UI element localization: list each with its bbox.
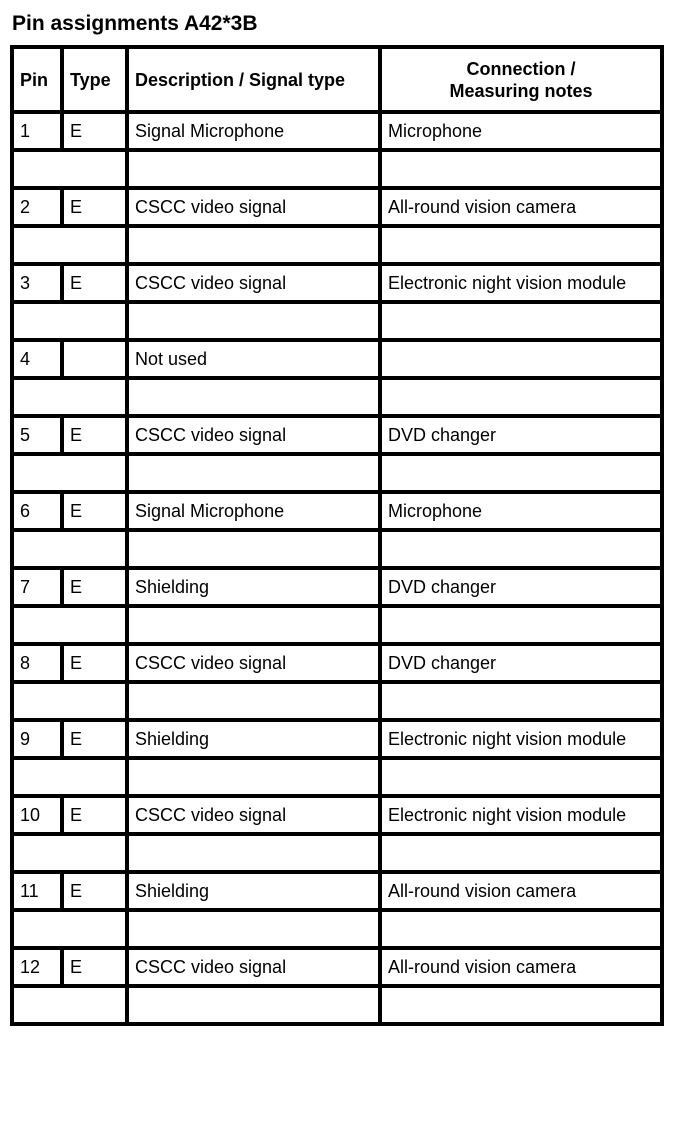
cell-connection: Microphone: [380, 112, 662, 150]
cell-type: [62, 340, 127, 378]
spacer-row: [12, 986, 662, 1024]
header-connection-line2: Measuring notes: [449, 80, 593, 101]
spacer-row: [12, 682, 662, 720]
cell-pin: 3: [12, 264, 62, 302]
spacer-cell-description: [127, 606, 380, 644]
table-row: [12, 112, 662, 150]
cell-description: CSCC video signal: [127, 948, 380, 986]
cell-pin: 8: [12, 644, 62, 682]
table-row: [12, 568, 662, 606]
cell-type: E: [62, 264, 127, 302]
spacer-cell-connection: [380, 986, 662, 1024]
cell-connection: Electronic night vision module: [380, 264, 662, 302]
header-connection: [380, 47, 662, 112]
cell-pin: 4: [12, 340, 62, 378]
cell-type: E: [62, 796, 127, 834]
spacer-row: [12, 606, 662, 644]
spacer-cell-description: [127, 378, 380, 416]
table-row: [12, 948, 662, 986]
cell-pin: 6: [12, 492, 62, 530]
spacer-cell-description: [127, 302, 380, 340]
spacer-cell-pin-type: [12, 758, 127, 796]
table-row: [12, 264, 662, 302]
cell-pin: 5: [12, 416, 62, 454]
spacer-cell-description: [127, 454, 380, 492]
table-row: [12, 872, 662, 910]
cell-connection: Electronic night vision module: [380, 796, 662, 834]
cell-description: Shielding: [127, 568, 380, 606]
cell-description: CSCC video signal: [127, 188, 380, 226]
spacer-cell-pin-type: [12, 150, 127, 188]
cell-connection: Electronic night vision module: [380, 720, 662, 758]
spacer-cell-connection: [380, 834, 662, 872]
header-pin: Pin: [12, 47, 62, 112]
cell-connection: DVD changer: [380, 416, 662, 454]
cell-pin: 7: [12, 568, 62, 606]
spacer-cell-description: [127, 150, 380, 188]
cell-type: E: [62, 872, 127, 910]
cell-connection: [380, 340, 662, 378]
header-row: [12, 47, 662, 112]
spacer-row: [12, 302, 662, 340]
spacer-row: [12, 758, 662, 796]
cell-description: CSCC video signal: [127, 264, 380, 302]
spacer-cell-pin-type: [12, 682, 127, 720]
header-type: Type: [62, 47, 127, 112]
table-row: [12, 796, 662, 834]
cell-description: CSCC video signal: [127, 796, 380, 834]
cell-description: Signal Microphone: [127, 492, 380, 530]
cell-pin: 2: [12, 188, 62, 226]
cell-pin: 10: [12, 796, 62, 834]
spacer-cell-connection: [380, 606, 662, 644]
cell-description: CSCC video signal: [127, 416, 380, 454]
cell-description: Shielding: [127, 872, 380, 910]
table-body: [12, 112, 662, 1024]
spacer-cell-description: [127, 682, 380, 720]
table-row: [12, 720, 662, 758]
cell-type: E: [62, 492, 127, 530]
cell-type: E: [62, 644, 127, 682]
spacer-cell-pin-type: [12, 606, 127, 644]
cell-description: Not used: [127, 340, 380, 378]
table-row: [12, 644, 662, 682]
spacer-cell-connection: [380, 910, 662, 948]
spacer-row: [12, 910, 662, 948]
cell-type: E: [62, 416, 127, 454]
pin-assignment-table: [10, 45, 664, 1026]
table-row: [12, 492, 662, 530]
cell-pin: 11: [12, 872, 62, 910]
spacer-cell-pin-type: [12, 226, 127, 264]
spacer-cell-connection: [380, 378, 662, 416]
cell-connection: All-round vision camera: [380, 872, 662, 910]
spacer-cell-description: [127, 834, 380, 872]
table-row: [12, 340, 662, 378]
spacer-cell-connection: [380, 758, 662, 796]
spacer-cell-connection: [380, 302, 662, 340]
spacer-row: [12, 226, 662, 264]
spacer-cell-pin-type: [12, 378, 127, 416]
table-row: [12, 188, 662, 226]
spacer-row: [12, 454, 662, 492]
spacer-cell-connection: [380, 150, 662, 188]
spacer-row: [12, 378, 662, 416]
cell-pin: 9: [12, 720, 62, 758]
spacer-cell-description: [127, 910, 380, 948]
cell-type: E: [62, 568, 127, 606]
spacer-cell-pin-type: [12, 302, 127, 340]
spacer-cell-description: [127, 758, 380, 796]
cell-description: CSCC video signal: [127, 644, 380, 682]
spacer-cell-pin-type: [12, 834, 127, 872]
spacer-cell-pin-type: [12, 530, 127, 568]
header-connection-line1: Connection /: [466, 58, 576, 79]
cell-description: Signal Microphone: [127, 112, 380, 150]
cell-pin: 1: [12, 112, 62, 150]
cell-description: Shielding: [127, 720, 380, 758]
spacer-cell-pin-type: [12, 454, 127, 492]
cell-connection: DVD changer: [380, 644, 662, 682]
spacer-cell-pin-type: [12, 986, 127, 1024]
spacer-cell-connection: [380, 226, 662, 264]
cell-connection: Microphone: [380, 492, 662, 530]
spacer-row: [12, 834, 662, 872]
spacer-cell-pin-type: [12, 910, 127, 948]
spacer-cell-connection: [380, 454, 662, 492]
cell-connection: DVD changer: [380, 568, 662, 606]
cell-type: E: [62, 188, 127, 226]
header-description: Description / Signal type: [127, 47, 380, 112]
spacer-cell-description: [127, 530, 380, 568]
spacer-row: [12, 150, 662, 188]
cell-connection: All-round vision camera: [380, 948, 662, 986]
spacer-cell-connection: [380, 682, 662, 720]
cell-pin: 12: [12, 948, 62, 986]
spacer-cell-description: [127, 986, 380, 1024]
spacer-cell-description: [127, 226, 380, 264]
cell-type: E: [62, 720, 127, 758]
cell-connection: All-round vision camera: [380, 188, 662, 226]
table-row: [12, 416, 662, 454]
page-title: Pin assignments A42*3B: [12, 12, 258, 35]
cell-type: E: [62, 948, 127, 986]
cell-type: E: [62, 112, 127, 150]
spacer-cell-connection: [380, 530, 662, 568]
spacer-row: [12, 530, 662, 568]
